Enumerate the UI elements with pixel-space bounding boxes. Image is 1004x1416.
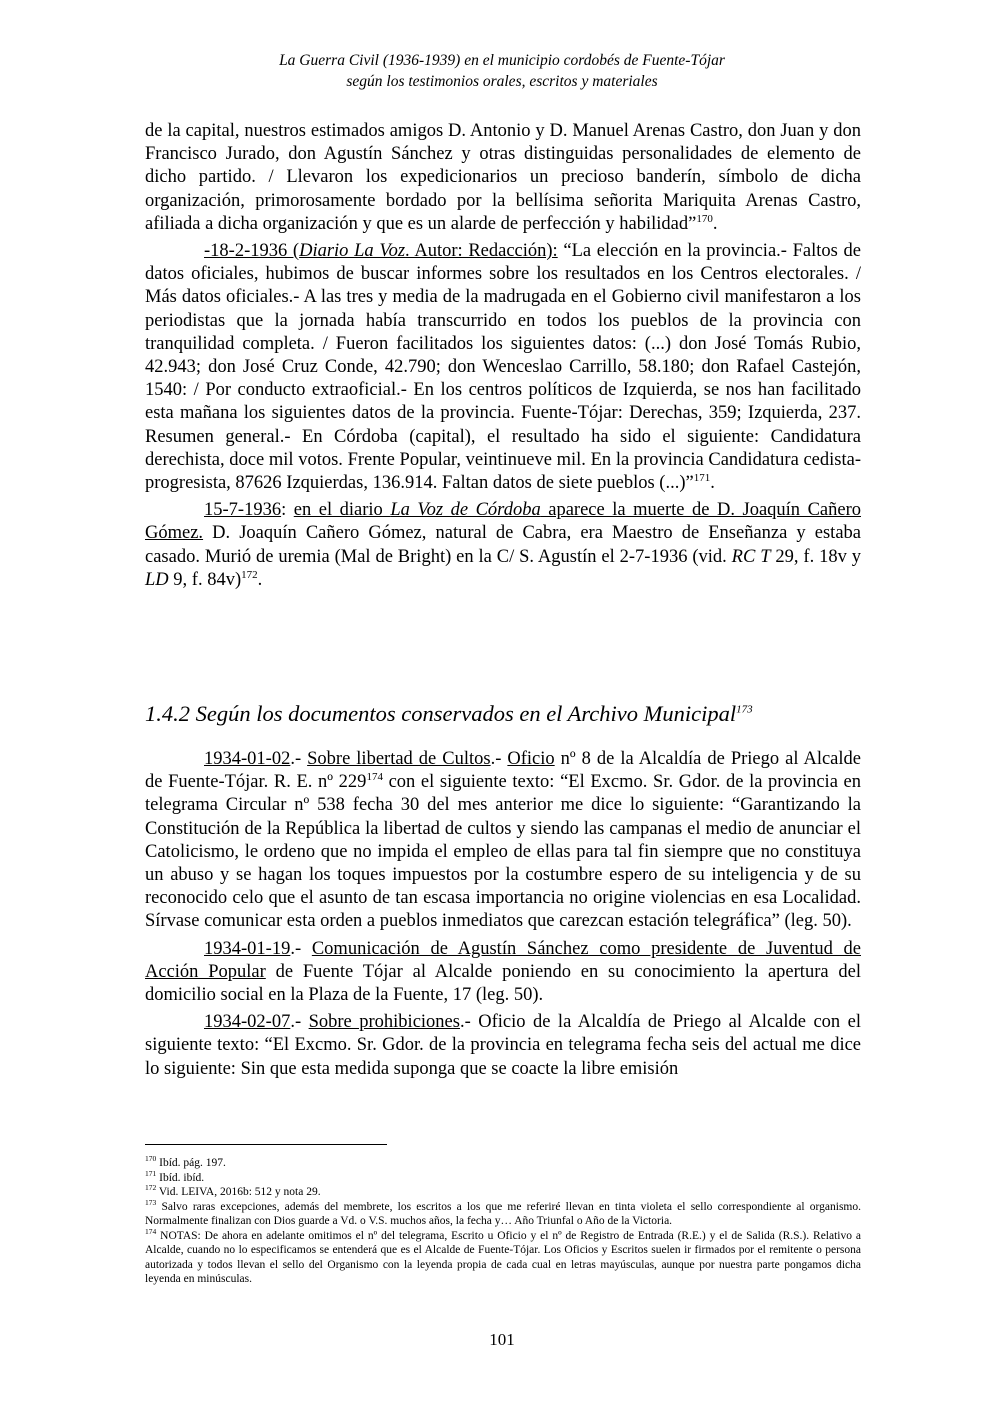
entry-source-tail: . Autor: Redacción): (405, 241, 558, 262)
page-number: 101 (489, 1330, 515, 1349)
footnote-separator (145, 1144, 387, 1145)
footnote-text: Ibíd. ibíd. (156, 1171, 205, 1184)
section-heading-text: 1.4.2 Según los documentos conservados en el Archivo Municipal (145, 701, 737, 726)
entry-topic: Sobre prohibiciones (308, 1012, 460, 1033)
entry-separator: .- (290, 938, 312, 959)
paragraph-text: “La elección en la provincia.- Faltos de datos oficiales, hubimos de buscar informes sobre los resultados en los Centros electorales. / Más datos oficiales.- A las tres y media de la madrugada en el Gobierno civil manifestaron a los periodistas que la jornada había transcurrido en todos los pueblos de la provincia con tranquilidad completa. / Fueron facilitados los siguientes datos: (...) don José Tomás Rubio, 42.943; don José Cruz Conde, 42.790; don Wenceslao Carrillo, 58.180; don Rafael Castejón, 1540: / Por conducto extraoficial.- En los centros políticos de Izquierda, se nos han facilitado esta mañana los siguientes datos de la provincia. Fuente-Tójar: Derechas, 359; Izquierda, 237. Resumen general.- En Córdoba (capital), el resultado ha sido el siguiente: Candidatura derechista, doce mil votos. Frente Popular, veintinueve mil. En la provincia Candidatura cedista-progresista, 87626 Izquierdas, 136.914. Faltan datos de siete pueblos (...)” (145, 241, 862, 494)
paragraph-text: nº 8 de la Alcaldía de Priego al Alcalde de Fuente-Tójar. R. E. nº 229 (145, 749, 861, 793)
entry-date: 15-7-1936 (204, 500, 282, 521)
paragraph-text: .- Oficio de la Alcaldía de Priego al Alcalde con el siguiente texto: “El Excmo. Sr. Gdor. de la provincia en telegrama fecha seis del actual me dice lo siguiente: Sin que esta medida suponga que se coacte la libre emisión (145, 1012, 861, 1079)
body-text-archive (145, 748, 861, 1085)
entry-heading-part: aparece la muerte de D. Joaquín Cañero Gómez. (145, 500, 861, 544)
paragraph-end: . (257, 569, 263, 590)
header-line-1: La Guerra Civil (1936-1939) en el municipio cordobés de Fuente-Tójar (279, 52, 725, 69)
entry-date: 1934-01-02 (204, 749, 291, 769)
entry-topic: Sobre libertad de Cultos (307, 749, 491, 769)
entry-separator: .- (490, 749, 508, 769)
entry-1934-01-19 (145, 938, 861, 1008)
entry-heading-part: en el diario (293, 500, 391, 521)
entry-date: 1934-01-19 (204, 938, 291, 959)
entry-date: -18-2-1936 ( (204, 241, 300, 262)
footnote-ref-171: 171 (693, 471, 711, 484)
entry-1934-02-07 (145, 1011, 861, 1081)
paragraph-text: de Fuente Tójar al Alcalde poniendo en su conocimiento la apertura del domicilio social en la Plaza de la Fuente, 17 (leg. 50). (145, 961, 861, 1006)
paragraph-end: . (710, 473, 715, 494)
paragraph-text: D. Joaquín Cañero Gómez, natural de Cabra, era Maestro de Enseñanza y estaba casado. Murió de uremia (Mal de Bright) en la C/ S. Agustín el 2-7-1936 (vid. (145, 523, 861, 567)
footnote-ref-173: 173 (736, 703, 753, 716)
entry-source: Diario La Voz (299, 241, 406, 262)
footnote-text: NOTAS: De ahora en adelante omitimos el nº del telegrama, Escrito u Oficio y el nº de Registro de Entrada (R.E.) y el de Salida (R.S.). Relativo a Alcalde, cuando no lo especificamos se entenderá que es el Alcalde de Fuente-Tójar. Los Oficios y Escritos suelen ir firmados por el remitente o persona autorizada y todos llevan el sello del Organismo con la leyenda propia de cada cual en letras mayúsculas, aunque por nuestra parte pongamos dicha leyenda en minúsculas. (145, 1229, 861, 1285)
footnote-text: Ibíd. pág. 197. (156, 1157, 226, 1169)
footnote-172 (145, 1185, 861, 1200)
footnote-ref-172: 172 (241, 568, 258, 581)
body-text-top (145, 120, 861, 596)
entry-doc-type: Oficio (507, 749, 555, 769)
footnote-number: 170 (145, 1154, 157, 1164)
header-line-2: según los testimonios orales, escritos y materiales (346, 73, 658, 90)
entry-separator: .- (290, 1012, 309, 1033)
paragraph-la-voz-election (145, 240, 861, 495)
entry-date: 1934-02-07 (204, 1012, 291, 1033)
paragraph-continuation (145, 120, 861, 236)
footnote-text: Vid. LEIVA, 2016b: 512 y nota 29. (156, 1186, 321, 1198)
footnote-171 (145, 1168, 861, 1186)
footnotes (145, 1156, 861, 1287)
footnote-174 (145, 1226, 861, 1287)
reference-abbrev: RC T (731, 546, 771, 567)
newspaper-title: La Voz de Córdoba (390, 500, 541, 521)
running-header (0, 50, 1004, 92)
reference-abbrev: LD (145, 569, 169, 590)
paragraph-text: 9, f. 84v) (168, 569, 242, 590)
paragraph-canero-death (145, 499, 861, 592)
entry-1934-01-02 (145, 748, 861, 934)
paragraph-end: . (712, 213, 718, 234)
footnote-170 (145, 1156, 861, 1171)
paragraph-text: de la capital, nuestros estimados amigos D. Antonio y D. Manuel Arenas Castro, don Juan y don Francisco Jurado, don Agustín Sánchez y otras distinguidas personalidades de elemento de dicho partido. / Llevaron los expedicionarios un precioso banderín, símbolo de dicha organización, primorosamente bordado por la bellísima señorita Mariquita Arenas Castro, afiliada a dicha organización y que es un alarde de perfección y habilidad” (145, 121, 861, 234)
paragraph-text: con el siguiente texto: “El Excmo. Sr. Gdor. de la provincia en telegrama Circular nº 538 fecha 30 del mes anterior me dice lo siguiente: “Garantizando la Constitución de la República la libertad de cultos y siendo las campanas el medio de anunciar el Catolicismo, le ordeno que no impida el empleo de ellas para tal fin siempre que no constituya un abuso y se hagan los toques impuestos por la costumbre espero de su inteligencia y de su reconocido celo que el asunto de tan escasa importancia no origine violencias en esa Localidad. Sírvase comunicar esta orden a pueblos inmediatos que carezcan estación telegráfica” (leg. 50). (145, 772, 862, 932)
entry-separator: : (281, 500, 294, 521)
footnote-ref-170: 170 (696, 212, 713, 225)
footnote-text: Salvo raras excepciones, además del membrete, los escritos a los que me referiré llevan en tinta violeta el sello correspondiente al organismo. Normalmente finalizan con Dios guarde a Vd. o V.S. muchos años, la fecha y… Año Triunfal o Año de la Victoria. (145, 1200, 861, 1227)
section-heading (145, 700, 861, 728)
entry-heading (204, 241, 558, 261)
entry-topic: Comunicación de Agustín Sánchez como presidente de Juventud de Acción Popular (145, 938, 861, 982)
footnote-number: 171 (145, 1168, 157, 1178)
paragraph-text: 29, f. 18v y (770, 546, 861, 567)
footnote-173 (145, 1197, 861, 1229)
entry-separator: .- (290, 749, 308, 769)
footnote-number: 173 (145, 1197, 157, 1207)
footnote-number: 172 (145, 1183, 157, 1193)
footnote-number: 174 (145, 1226, 157, 1236)
footnote-ref-174: 174 (366, 771, 383, 784)
